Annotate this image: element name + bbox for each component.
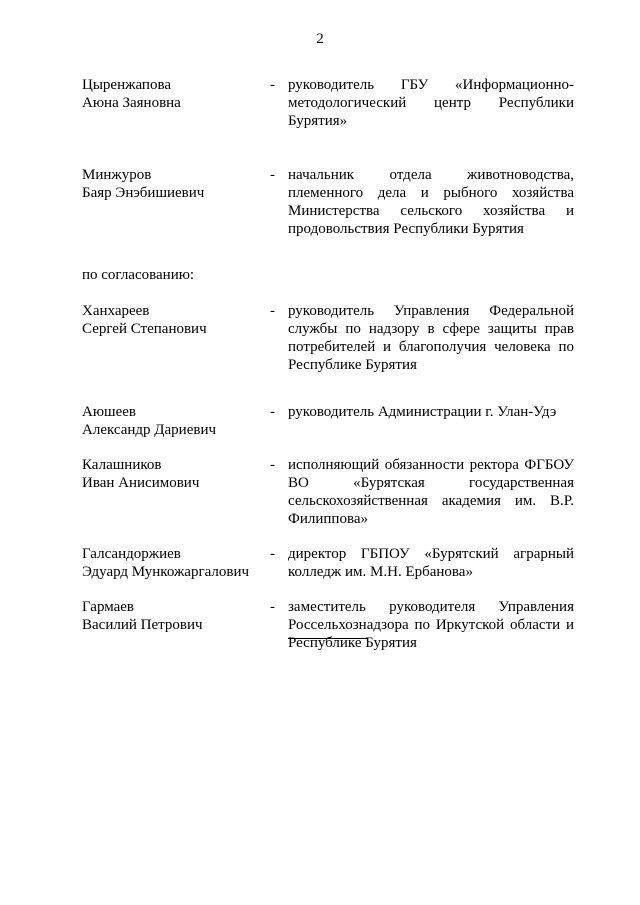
- separator-dash: -: [270, 404, 275, 420]
- member-surname: Минжуров: [82, 167, 152, 183]
- separator-dash: -: [270, 303, 275, 319]
- member-given-name: Иван Анисимович: [82, 475, 200, 491]
- member-surname: Ханхареев: [82, 303, 150, 319]
- member-surname: Галсандоржиев: [82, 546, 181, 562]
- list-item: [82, 403, 574, 439]
- member-surname: Цыренжапова: [82, 77, 171, 93]
- member-given-name: Сергей Степанович: [82, 321, 207, 337]
- member-name: [82, 456, 270, 492]
- list-item: [82, 456, 574, 528]
- member-role: директор ГБПОУ «Бурятский аграрный колледж им. М.Н. Ербанова»: [288, 546, 574, 580]
- member-given-name: Эдуард Мункожаргалович: [82, 564, 250, 580]
- member-given-name: Баяр Энэбишиевич: [82, 185, 205, 201]
- separator-dash: -: [270, 167, 275, 183]
- member-role: начальник отдела животноводства, племенного дела и рыбного хозяйства Министерства сельского хозяйства и продовольствия Республики Бурятия: [288, 167, 574, 237]
- list-item: [82, 166, 574, 238]
- separator-dash: -: [270, 546, 275, 562]
- member-name: [82, 403, 270, 439]
- agreement-label: по согласованию:: [82, 267, 195, 283]
- end-rule: [288, 638, 367, 639]
- member-role: заместитель руководителя Управления Россельхознадзора по Иркутской области и Республике Бурятия: [288, 599, 574, 651]
- member-surname: Аюшеев: [82, 404, 136, 420]
- member-surname: Калашников: [82, 457, 162, 473]
- separator-dash: -: [270, 599, 275, 615]
- member-given-name: Василий Петрович: [82, 617, 203, 633]
- member-list: [82, 76, 574, 652]
- member-name: [82, 598, 270, 634]
- member-role: исполняющий обязанности ректора ФГБОУ ВО «Бурятская государственная сельскохозяйственная академия им. В.Р. Филиппова»: [288, 457, 574, 527]
- member-given-name: Александр Дариевич: [82, 422, 217, 438]
- page-number: 2: [316, 31, 324, 47]
- member-name: [82, 545, 270, 581]
- list-item: [82, 545, 574, 581]
- member-name: [82, 302, 270, 338]
- member-role: руководитель Администрации г. Улан-Удэ: [288, 404, 557, 420]
- member-role: руководитель Управления Федеральной службы по надзору в сфере защиты прав потребителей и благополучия человека по Республике Бурятия: [288, 303, 574, 373]
- member-given-name: Аюна Заяновна: [82, 95, 181, 111]
- list-item: [82, 76, 574, 130]
- member-name: [82, 76, 270, 112]
- separator-dash: -: [270, 457, 275, 473]
- member-surname: Гармаев: [82, 599, 135, 615]
- separator-dash: -: [270, 77, 275, 93]
- list-item: [82, 598, 574, 652]
- list-item: [82, 302, 574, 374]
- member-role: руководитель ГБУ «Информационно-методологический центр Республики Бурятия»: [288, 77, 574, 129]
- member-name: [82, 166, 270, 202]
